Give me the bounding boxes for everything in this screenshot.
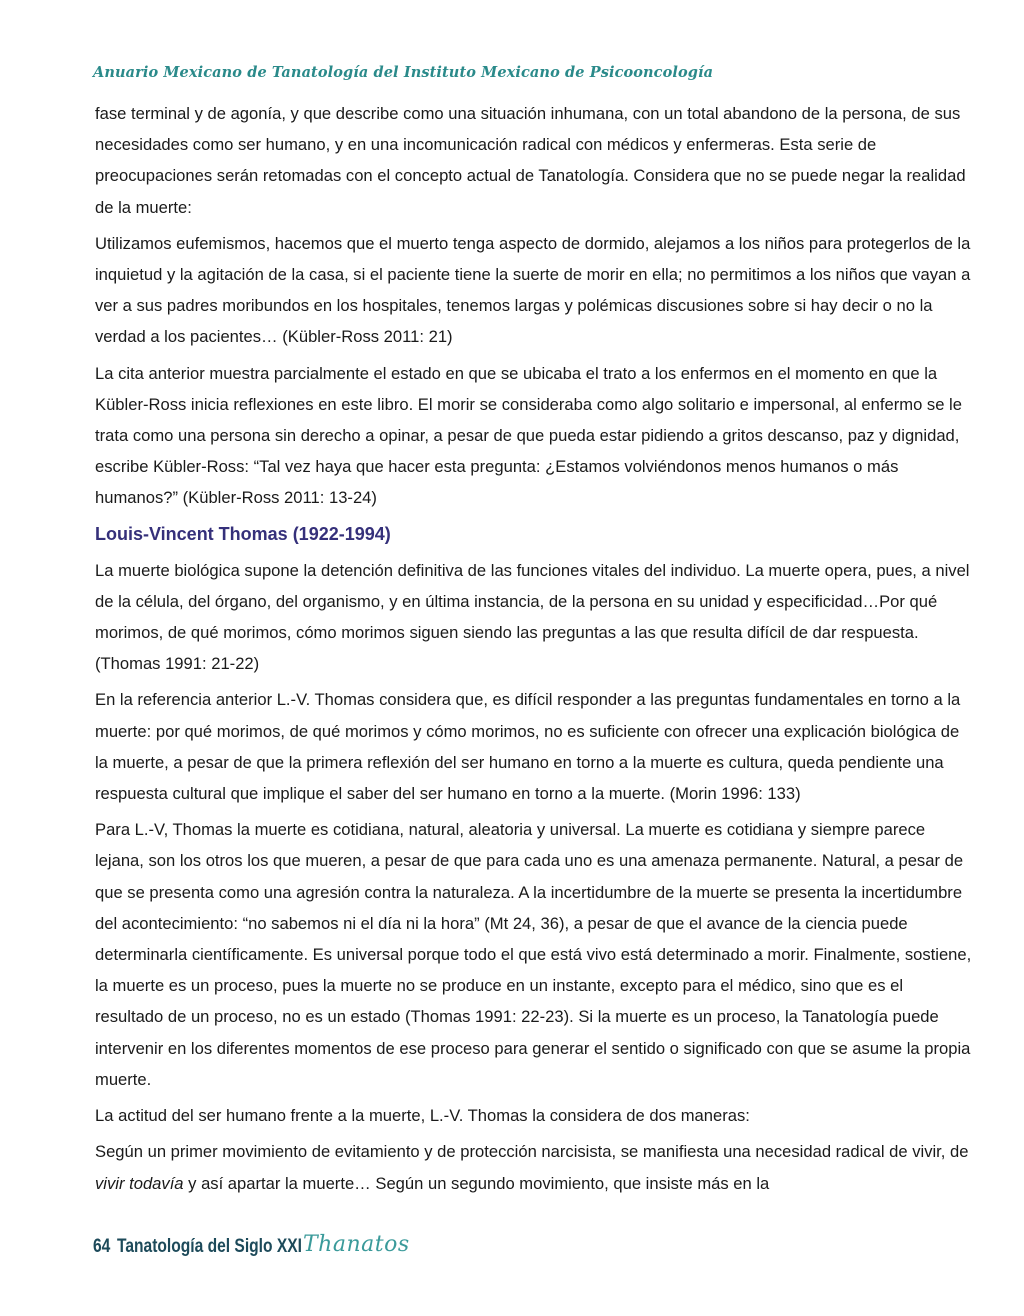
quote-thomas: La muerte biológica supone la detención definitiva de las funciones vitales del individuo. La muerte opera, pues, a nivel de la célula, del órgano, del organismo, y en última instancia, de la persona en su unidad y especificidad…Por qué morimos, de qué morimos, cómo morimos siguen siendo las preguntas a las que resulta difícil de dar respuesta. (Thomas 1991: 21-22)	[95, 560, 970, 674]
page-body	[95, 98, 975, 1199]
running-header: Anuario Mexicano de Tanatología del Instituto Mexicano de Psicooncología	[93, 64, 714, 81]
paragraph-6-end: y así apartar la muerte… Según un segundo movimiento, que insiste más en la	[183, 1173, 770, 1193]
paragraph-4: Para L.-V, Thomas la muerte es cotidiana, natural, aleatoria y universal. La muerte es cotidiana y siempre parece lejana, son los otros los que mueren, a pesar de que para cada uno es una amenaza permanente. Natural, a pesar de que se presenta como una agresión contra la naturaleza. A la incertidumbre de la muerte se presenta la incertidumbre del acontecimiento: “no sabemos ni el día ni la hora” (Mt 24, 36), a pesar de que el avance de la ciencia puede determinarla científicamente. Es universal porque todo el que está vivo está determinado a morir. Finalmente, sostiene, la muerte es un proceso, pues la muerte no se produce en un instante, excepto para el médico, sino que es el resultado de un proceso, no es un estado (Thomas 1991: 22-23). Si la muerte es un proceso, la Tanatología puede intervenir en los diferentes momentos de ese proceso para generar el sentido o significado con que se asume la propia muerte.	[95, 820, 972, 1089]
quote-kubler-ross: Utilizamos eufemismos, hacemos que el muerto tenga aspecto de dormido, alejamos a los niños para protegerlos de la inquietud y la agitación de la casa, si el paciente tiene la suerte de morir en ella; no permitimos a los niños que vayan a ver a sus padres moribundos en los hospitales, tenemos largas y polémicas discusiones sobre si hay decir o no la verdad a los pacientes… (Kübler-Ross 2011: 21)	[95, 233, 971, 347]
paragraph-1: fase terminal y de agonía, y que describe como una situación inhumana, con un total abandono de la persona, de sus necesidades como ser humano, y en una incomunicación radical con médicos y enfermeras. Esta serie de preocupaciones serán retomadas con el concepto actual de Tanatología. Considera que no se puede negar la realidad de la muerte:	[95, 104, 966, 217]
paragraph-6	[95, 1136, 975, 1198]
paragraph-6-start: Según un primer movimiento de evitamiento y de protección narcisista, se manifiesta una necesidad radical de vivir, de	[95, 1142, 969, 1162]
paragraph-5: La actitud del ser humano frente a la muerte, L.-V. Thomas la considera de dos maneras:	[95, 1106, 750, 1126]
section-heading: Louis-Vincent Thomas (1922-1994)	[95, 523, 391, 544]
paragraph-3: En la referencia anterior L.-V. Thomas considera que, es difícil responder a las preguntas fundamentales en torno a la muerte: por qué morimos, de qué morimos y cómo morimos, no es suficiente con ofrecer una explicación biológica de la muerte, a pesar de que la primera reflexión del ser humano en torno a la muerte es cultura, queda pendiente una respuesta cultural que implique el saber del ser humano en torno a la muerte. (Morin 1996: 133)	[95, 690, 961, 804]
paragraph-2: La cita anterior muestra parcialmente el estado en que se ubicaba el trato a los enfermos en el momento en que la Kübler-Ross inicia reflexiones en este libro. El morir se consideraba como algo solitario e impersonal, al enfermo se le trata como una persona sin derecho a opinar, a pesar de que pueda estar pidiendo a gritos descanso, paz y dignidad, escribe Kübler-Ross: “Tal vez haya que hacer esta pregunta: ¿Estamos volviéndonos menos humanos o más humanos?” (Kübler-Ross 2011: 13-24)	[95, 363, 962, 508]
paragraph-6-emphasis: vivir todavía	[95, 1173, 184, 1193]
page-footer	[93, 1232, 410, 1258]
page-number: 64	[93, 1236, 111, 1257]
publication-title: Tanatología del Siglo XXI	[117, 1236, 303, 1257]
thanatos-logo: Thanatos	[303, 1232, 410, 1257]
